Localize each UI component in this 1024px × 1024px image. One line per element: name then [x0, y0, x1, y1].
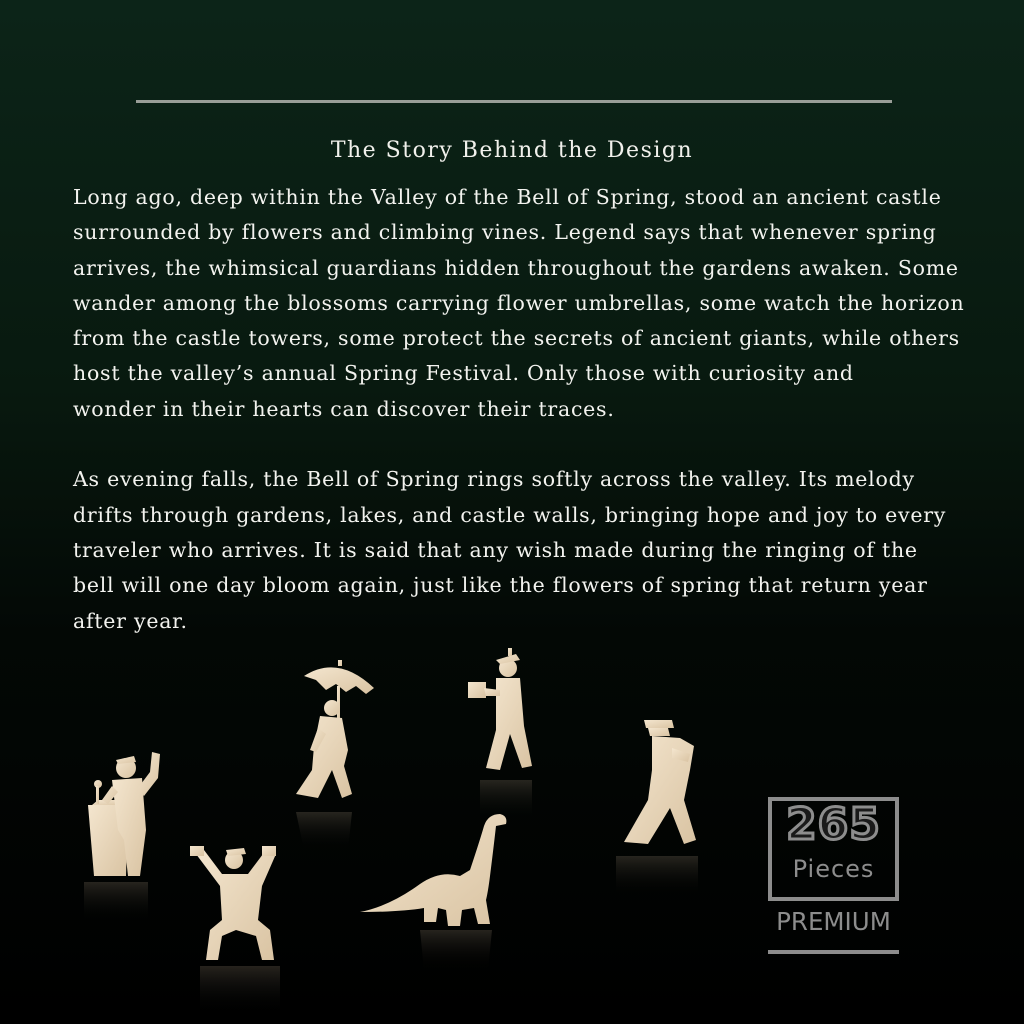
- story-line: As evening falls, the Bell of Spring rings softly across the valley. Its melody: [73, 467, 915, 492]
- gift-carrier-figure: [468, 648, 532, 770]
- paragraph-gap: [73, 427, 963, 462]
- story-line: arrives, the whimsical guardians hidden throughout the gardens awaken. Some: [73, 255, 959, 280]
- reflection: [296, 812, 352, 850]
- reflection: [420, 930, 492, 970]
- premium-label: PREMIUM: [776, 907, 891, 936]
- lookout-figure: [624, 720, 696, 844]
- story-line: drifts through gardens, lakes, and castle walls, bringing hope and joy to every: [73, 502, 947, 527]
- story-line: host the valley’s annual Spring Festival. Only those with curiosity and: [73, 361, 854, 386]
- reflection: [200, 966, 280, 1014]
- story-text: [73, 180, 963, 639]
- story-line: traveler who arrives. It is said that any wish made during the ringing of the: [73, 537, 918, 562]
- piece-count-label: Pieces: [792, 855, 875, 883]
- story-line: bell will one day bloom again, just like the flowers of spring that return year: [73, 573, 928, 598]
- section-heading: The Story Behind the Design: [330, 138, 694, 163]
- reflection: [84, 882, 148, 922]
- strongman-figure: [190, 846, 276, 960]
- premium-underline: [768, 950, 899, 954]
- story-line: surrounded by flowers and climbing vines. Legend says that whenever spring: [73, 220, 937, 245]
- top-divider: [136, 100, 892, 103]
- dinosaur-figure: [360, 814, 506, 926]
- piece-count: 265: [786, 799, 881, 850]
- reflection: [616, 856, 698, 896]
- piece-count-badge: [768, 797, 899, 957]
- speaker-at-podium-figure: [88, 752, 160, 876]
- story-line: wonder in their hearts can discover their traces.: [73, 396, 615, 421]
- story-line: wander among the blossoms carrying flower umbrellas, some watch the horizon: [73, 290, 965, 315]
- story-line: from the castle towers, some protect the secrets of ancient giants, while others: [73, 326, 960, 351]
- story-line: Long ago, deep within the Valley of the Bell of Spring, stood an ancient castle: [73, 185, 942, 209]
- umbrella-walker-figure: [296, 660, 374, 798]
- story-line: after year.: [73, 608, 188, 633]
- reflection: [480, 780, 532, 820]
